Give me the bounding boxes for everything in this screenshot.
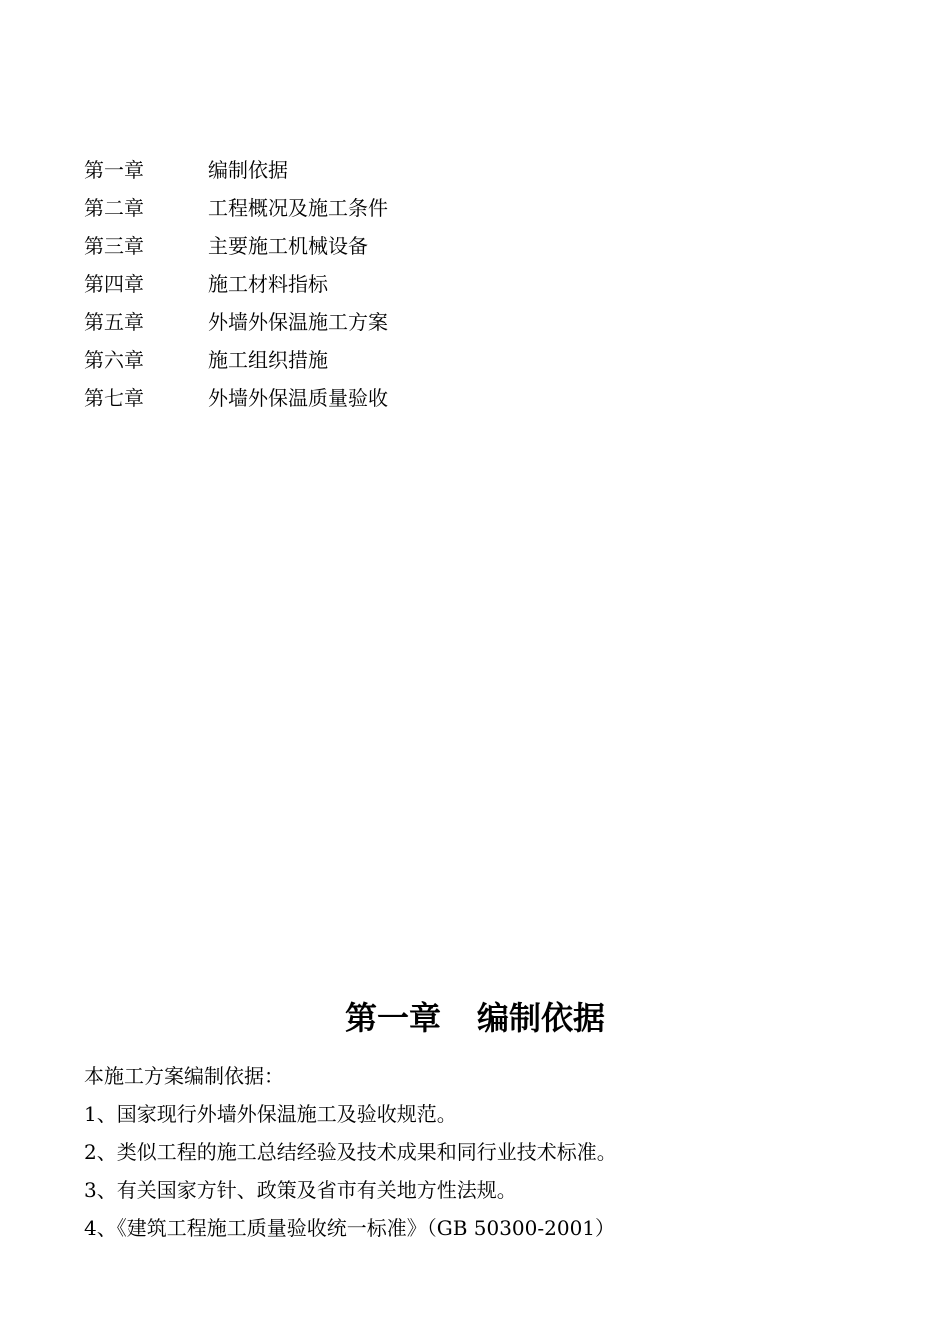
toc-entry-7[interactable] bbox=[84, 382, 388, 420]
chapter-intro: 本施工方案编制依据： bbox=[84, 1064, 284, 1088]
toc-entry-1[interactable] bbox=[84, 154, 388, 192]
toc-chapter-title: 主要施工机械设备 bbox=[208, 234, 368, 258]
chapter-body bbox=[84, 1060, 617, 1250]
toc-chapter-number: 第一章 bbox=[84, 158, 144, 182]
toc-entry-6[interactable] bbox=[84, 344, 388, 382]
toc-chapter-title: 编制依据 bbox=[208, 158, 288, 182]
basis-item-4: 4、《建筑工程施工质量验收统一标准》（GB 50300-2001） bbox=[84, 1216, 616, 1240]
basis-item-3: 3、有关国家方针、政策及省市有关地方性法规。 bbox=[84, 1178, 517, 1202]
toc-entry-3[interactable] bbox=[84, 230, 388, 268]
chapter-heading-title: 编制依据 bbox=[477, 999, 606, 1037]
toc-chapter-number: 第二章 bbox=[84, 196, 144, 220]
toc-entry-5[interactable] bbox=[84, 306, 388, 344]
chapter-heading bbox=[0, 994, 950, 1042]
toc-chapter-number: 第三章 bbox=[84, 234, 144, 258]
toc-chapter-number: 第六章 bbox=[84, 348, 144, 372]
toc-chapter-title: 外墙外保温质量验收 bbox=[208, 386, 388, 410]
toc-chapter-title: 施工材料指标 bbox=[208, 272, 328, 296]
toc-chapter-title: 外墙外保温施工方案 bbox=[208, 310, 388, 334]
toc-chapter-number: 第五章 bbox=[84, 310, 144, 334]
toc-entry-2[interactable] bbox=[84, 192, 388, 230]
toc-chapter-number: 第七章 bbox=[84, 386, 144, 410]
toc-chapter-title: 工程概况及施工条件 bbox=[208, 196, 388, 220]
toc-chapter-number: 第四章 bbox=[84, 272, 144, 296]
basis-item-1: 1、国家现行外墙外保温施工及验收规范。 bbox=[84, 1102, 457, 1126]
toc-chapter-title: 施工组织措施 bbox=[208, 348, 328, 372]
table-of-contents bbox=[84, 154, 388, 420]
chapter-heading-number: 第一章 bbox=[344, 999, 441, 1037]
toc-entry-4[interactable] bbox=[84, 268, 388, 306]
basis-item-2: 2、类似工程的施工总结经验及技术成果和同行业技术标准。 bbox=[84, 1140, 617, 1164]
